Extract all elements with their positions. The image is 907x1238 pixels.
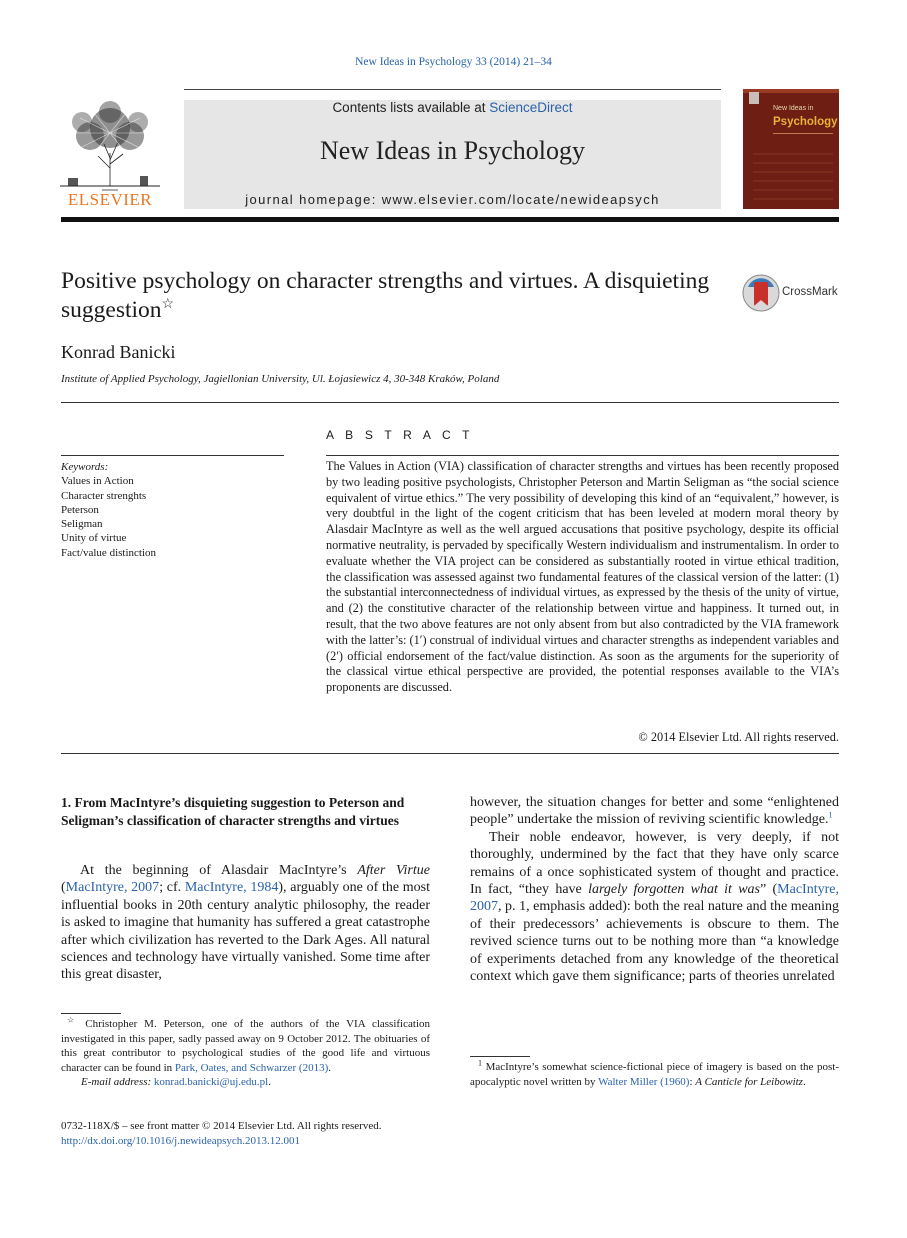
journal-citation-link[interactable]: New Ideas in Psychology 33 (2014) 21–34 (355, 56, 552, 68)
journal-homepage[interactable]: journal homepage: www.elsevier.com/locate/newideapsych (245, 192, 660, 207)
paragraph (61, 862, 430, 984)
keyword-item: Character strenghts (61, 489, 147, 502)
text-run: : (689, 1075, 696, 1088)
footnote-1-mark: 1 (478, 1058, 482, 1068)
elsevier-wordmark: ELSEVIER (67, 190, 153, 209)
keywords-rule (61, 455, 284, 456)
paragraph-continued (470, 794, 839, 829)
email-link[interactable]: konrad.banicki@uj.edu.pl (153, 1076, 269, 1088)
text-run: Their noble endeavor, however, is very deeply, if not thoroughly, undermined by the fact that they have only scarce remains of a once sophisticated system of thought and practice. In fact, “they have (470, 829, 839, 898)
keywords-heading: Keywords: (61, 461, 109, 473)
book-title: A Canticle for Leibowitz (695, 1075, 803, 1088)
crossmark-label: CrossMark (782, 286, 838, 298)
keyword-item: Fact/value distinction (61, 546, 157, 559)
cover-decoration (743, 149, 839, 209)
crossmark-icon (741, 273, 781, 313)
title-footnote-mark[interactable]: ☆ (161, 297, 175, 313)
citation-link[interactable]: MacIntyre, 1984 (184, 880, 279, 896)
contents-prefix: Contents lists available at (332, 100, 490, 115)
paragraph (470, 829, 839, 986)
author-name[interactable]: Konrad Banicki (61, 342, 176, 362)
email-line (61, 1075, 430, 1090)
text-run: ” ( (760, 882, 778, 898)
sciencedirect-link[interactable]: ScienceDirect (489, 100, 573, 115)
text-run: however, the situation changes for better and some “enlightened people” undertake the mission of reviving scientific knowledge. (470, 795, 839, 828)
book-title: After Virtue (357, 863, 430, 878)
citation-link[interactable]: MacIntyre, 2007 (65, 880, 160, 896)
crossmark-badge[interactable] (741, 273, 861, 313)
footnote-rule (470, 1056, 530, 1057)
footnote-rule (61, 1013, 121, 1014)
article-title-text: Positive psychology on character strengths and virtues. A disquieting suggestion (61, 268, 710, 323)
citation-link[interactable]: Park, Oates, and Schwarzer (2013) (174, 1061, 329, 1074)
cover-divider (773, 133, 833, 134)
body-column-right (470, 794, 839, 985)
abstract-copyright: © 2014 Elsevier Ltd. All rights reserved. (638, 730, 839, 744)
footnotes-right (470, 1060, 839, 1089)
issn-block (61, 1119, 461, 1149)
keyword-item: Seligman (61, 518, 103, 531)
journal-cover[interactable] (743, 89, 839, 209)
emphasis: largely forgotten what it was (588, 882, 760, 898)
text-run: ), arguably one of the most influential books in 20th century analytic philosophy, the reader is asked to imagine that humanity has suffered a great catastrophe after which civilization has reverted to the Dark Ages. All natural sciences and technology have virtually vanished. Some time after this great disaster, (61, 880, 430, 983)
contents-line (184, 100, 721, 115)
keyword-item: Peterson (61, 503, 99, 516)
section-heading: 1. From MacIntyre’s disquieting suggestion to Peterson and Seligman’s classification of character strengths and virtues (61, 795, 405, 828)
keywords-block (61, 460, 284, 560)
section-rule (61, 402, 839, 403)
text-run: At the beginning of Alasdair MacIntyre’s (80, 863, 358, 878)
section-rule (61, 753, 839, 754)
text-run: , p. 1, emphasis added): both the real nature and the meaning of their predecessors’ achievements is obscure to them. The revived science turns out to be nothing more than “a knowledge of experiments detached from any knowledge of the theoretical context which gave them significance; parts of theories unrelated (470, 899, 839, 985)
footnote-ref-1[interactable]: 1 (828, 810, 833, 820)
header-rule-thick (61, 217, 839, 222)
footnote-star-mark: ☆ (67, 1015, 79, 1025)
footnote-1 (470, 1060, 839, 1089)
text-run: ; cf. (159, 880, 185, 896)
text-run: MacIntyre’s somewhat science-fictional piece of imagery is based on the post-apocalyptic novel written by (470, 1061, 839, 1088)
cover-line-2: Psychology (773, 116, 838, 128)
header-rule (184, 89, 721, 90)
doi-link[interactable]: http://dx.doi.org/10.1016/j.newideapsych.2013.12.001 (61, 1135, 301, 1147)
running-head[interactable] (0, 56, 907, 68)
footnotes-left (61, 1017, 430, 1090)
elsevier-logo[interactable] (60, 98, 160, 210)
footnote-star (61, 1017, 430, 1075)
citation-link[interactable]: MacIntyre, 2007 (470, 882, 839, 915)
citation-link[interactable]: Walter Miller (1960) (598, 1075, 690, 1088)
text-run: . (802, 1075, 806, 1088)
body-column-left (61, 862, 430, 984)
text-run: . (328, 1061, 332, 1074)
keyword-item: Unity of virtue (61, 532, 127, 545)
affiliation: Institute of Applied Psychology, Jagiellonian University, Ul. Łojasiewicz 4, 30-348 Kraków, Poland (61, 373, 500, 385)
text-run: . (268, 1076, 271, 1088)
journal-title: New Ideas in Psychology (319, 136, 585, 165)
masthead (184, 100, 721, 209)
keyword-item: Values in Action (61, 475, 134, 488)
article-title (61, 267, 721, 325)
text-run: Christopher M. Peterson, one of the authors of the VIA classification investigated in this paper, sadly passed away on 9 October 2012. The obituaries of this great contributor to psychological studies of the good life and virtuous character can be found in (61, 1018, 430, 1074)
cover-line-1: New Ideas in (773, 105, 814, 112)
issn-line: 0732-118X/$ – see front matter © 2014 Elsevier Ltd. All rights reserved. (61, 1120, 382, 1132)
abstract-body: The Values in Action (VIA) classification of character strengths and virtues has been recently proposed by two leading positive psychologists, Christopher Peterson and Martin Seligman as “the social science equivalent of virtue ethics.” The very possibility of developing this kind of an “equivalent,” however, is very doubtful in the light of the cogent criticism that has been leveled at modern moral theory by Alasdair MacIntyre as well as the well argued accusations that positive psychology, despite its official normative neutrality, is pervaded by specifically Western individualism and instrumentalism. In order to evaluate whether the VIA project can be considered as substantially rooted in virtue ethical tradition, the classification was assessed against two fundamental features of the classical version of the latter: (1) the substantial interconnectedness of individual virtues, as expressed by the thesis of the unity of virtue, and (2) the constitutive character of the relationship between virtue and happiness. It turned out, in result, that the two above features are not only absent from but also contradicted by the VIA framework with the latter’s: (1′) construal of individual virtues and character strengths as independent variables and (2′) official endorsement of the fact/value distinction. As soon as the arguments for the superiority of the classical virtue ethical perspective are provided, the potential responses available to the VIA’s proponents are discussed. (326, 459, 839, 695)
cover-emblem (749, 92, 759, 104)
email-label: E-mail address: (81, 1076, 152, 1088)
abstract-heading: A B S T R A C T (326, 428, 474, 442)
text-run: ( (61, 880, 66, 896)
abstract-rule (326, 455, 839, 456)
